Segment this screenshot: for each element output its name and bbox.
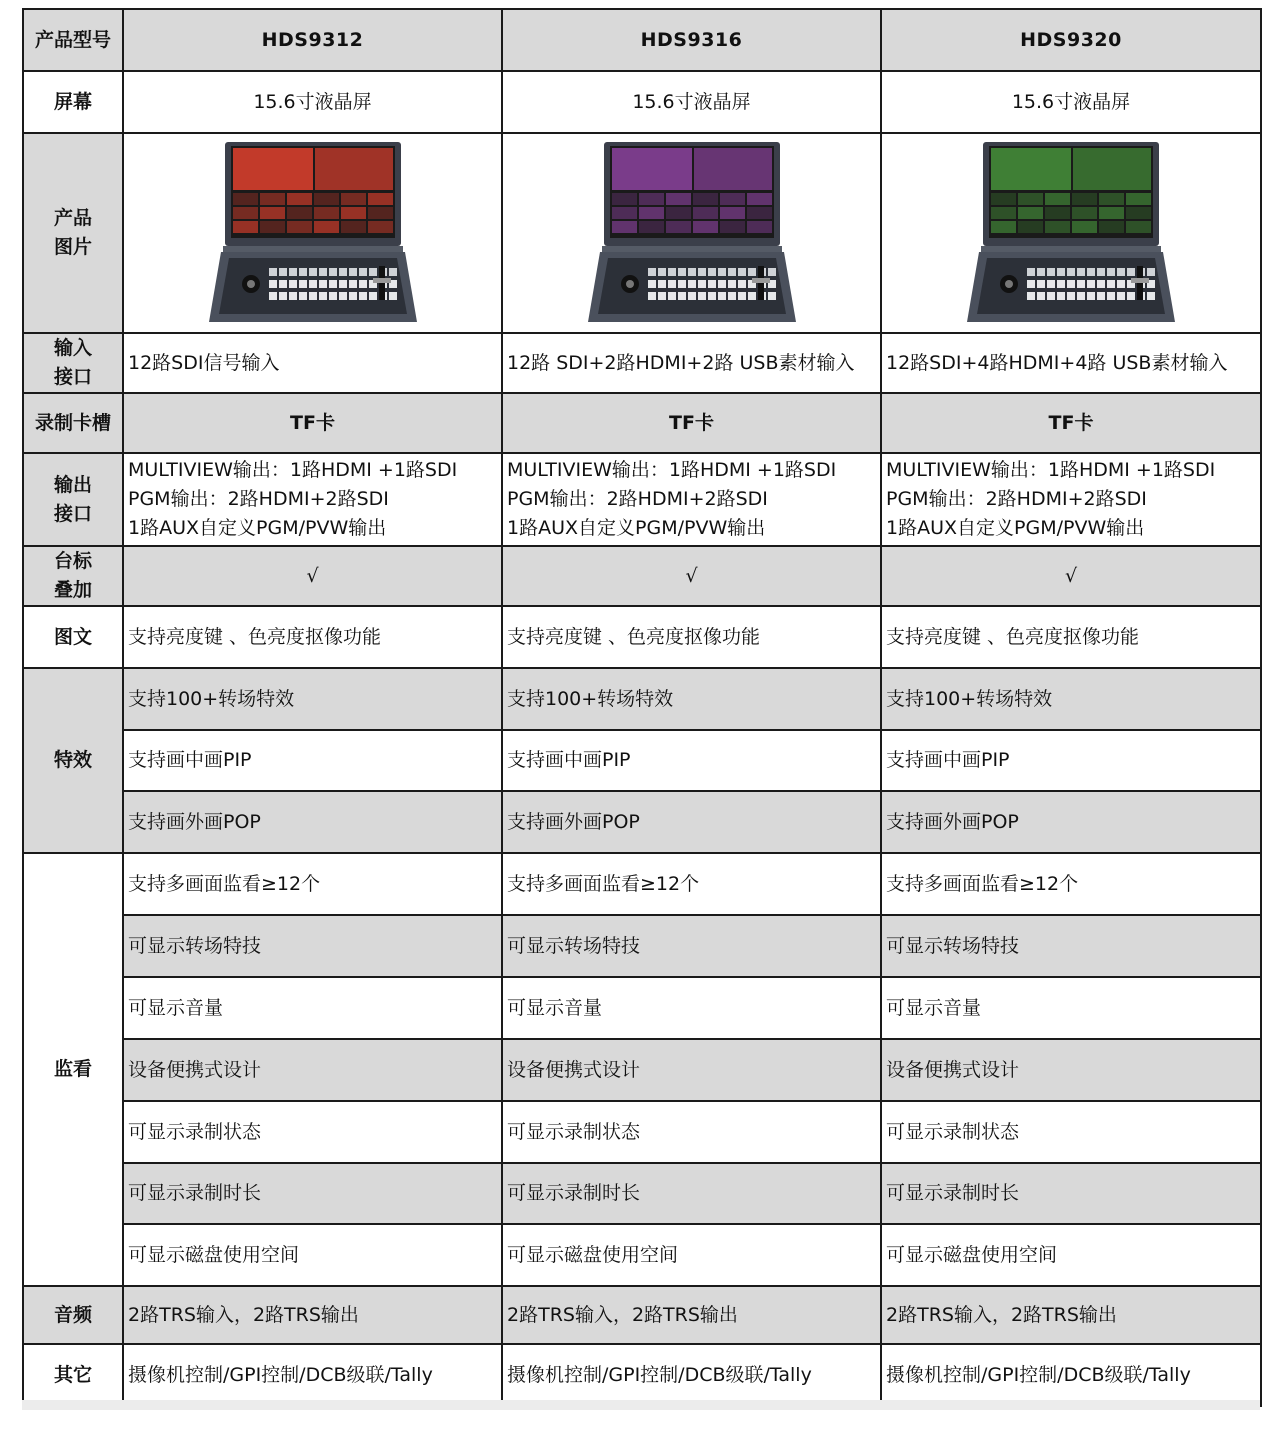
header-row (23, 9, 1261, 71)
monitor-value: 可显示音量 (123, 977, 502, 1039)
audio-value: 2路TRS输入，2路TRS输出 (123, 1286, 502, 1344)
effects-value: 支持100+转场特效 (881, 668, 1261, 730)
effects-row (23, 791, 1261, 853)
input-label-line: 接口 (53, 366, 92, 388)
screen-label: 屏幕 (23, 71, 123, 133)
record-label: 录制卡槽 (23, 393, 123, 453)
monitor-value: 可显示转场特技 (881, 915, 1261, 977)
monitor-value: 可显示音量 (881, 977, 1261, 1039)
effects-value: 支持画外画POP (881, 791, 1261, 853)
input-value: 12路SDI+4路HDMI+4路 USB素材输入 (881, 333, 1261, 393)
monitor-value: 可显示录制状态 (123, 1101, 502, 1163)
image-label-line: 图片 (53, 236, 92, 258)
output-line: MULTIVIEW输出：1路HDMI +1路SDI (507, 459, 837, 481)
output-value (881, 453, 1261, 546)
effects-row (23, 730, 1261, 791)
product-image-cell (123, 133, 502, 333)
header-label: 产品型号 (23, 9, 123, 71)
monitor-row (23, 977, 1261, 1039)
record-value: TF卡 (502, 393, 881, 453)
other-value: 摄像机控制/GPI控制/DCB级联/Tally (502, 1344, 881, 1406)
monitor-value: 可显示录制时长 (502, 1163, 881, 1224)
output-line: 1路AUX自定义PGM/PVW输出 (128, 517, 387, 539)
monitor-row (23, 915, 1261, 977)
logo-label (23, 546, 123, 606)
monitor-value: 支持多画面监看≥12个 (123, 853, 502, 915)
graphics-value: 支持亮度键 、色亮度抠像功能 (502, 606, 881, 668)
output-line: PGM输出：2路HDMI+2路SDI (128, 488, 389, 510)
check-mark: √ (123, 546, 502, 606)
output-line: 1路AUX自定义PGM/PVW输出 (507, 517, 766, 539)
other-label: 其它 (23, 1344, 123, 1406)
graphics-row (23, 606, 1261, 668)
output-row (23, 453, 1261, 546)
product-image (582, 138, 802, 328)
logo-row (23, 546, 1261, 606)
check-mark: √ (881, 546, 1261, 606)
record-row (23, 393, 1261, 453)
other-value: 摄像机控制/GPI控制/DCB级联/Tally (881, 1344, 1261, 1406)
monitor-row (23, 1163, 1261, 1224)
effects-value: 支持画中画PIP (123, 730, 502, 791)
logo-label-line: 叠加 (53, 579, 92, 601)
product-image (961, 138, 1181, 328)
monitor-value: 可显示转场特技 (123, 915, 502, 977)
screen-value: 15.6寸液晶屏 (502, 71, 881, 133)
audio-label: 音频 (23, 1286, 123, 1344)
monitor-value: 可显示音量 (502, 977, 881, 1039)
effects-value: 支持画中画PIP (881, 730, 1261, 791)
effects-value: 支持100+转场特效 (502, 668, 881, 730)
input-value: 12路 SDI+2路HDMI+2路 USB素材输入 (502, 333, 881, 393)
monitor-value: 设备便携式设计 (502, 1039, 881, 1101)
input-label-line: 输入 (53, 337, 92, 359)
effects-value: 支持画中画PIP (502, 730, 881, 791)
output-line: PGM输出：2路HDMI+2路SDI (886, 488, 1147, 510)
image-label-line: 产品 (53, 207, 92, 229)
output-label (23, 453, 123, 546)
check-mark: √ (502, 546, 881, 606)
output-label-line: 接口 (53, 502, 92, 525)
monitor-label: 监看 (23, 853, 123, 1286)
output-line: PGM输出：2路HDMI+2路SDI (507, 488, 768, 510)
monitor-value: 支持多画面监看≥12个 (502, 853, 881, 915)
other-value: 摄像机控制/GPI控制/DCB级联/Tally (123, 1344, 502, 1406)
monitor-row (23, 1039, 1261, 1101)
image-row (23, 133, 1261, 333)
output-line: MULTIVIEW输出：1路HDMI +1路SDI (886, 459, 1216, 481)
effects-value: 支持画外画POP (123, 791, 502, 853)
product-image (203, 138, 423, 328)
output-value (502, 453, 881, 546)
logo-label-line: 台标 (53, 550, 92, 572)
record-value: TF卡 (881, 393, 1261, 453)
product-image-cell (881, 133, 1261, 333)
output-line: 1路AUX自定义PGM/PVW输出 (886, 517, 1145, 539)
effects-label: 特效 (23, 668, 123, 853)
screen-value: 15.6寸液晶屏 (881, 71, 1261, 133)
monitor-value: 可显示录制状态 (881, 1101, 1261, 1163)
monitor-value: 设备便携式设计 (123, 1039, 502, 1101)
monitor-row (23, 1224, 1261, 1286)
audio-value: 2路TRS输入，2路TRS输出 (881, 1286, 1261, 1344)
record-value: TF卡 (123, 393, 502, 453)
output-line: MULTIVIEW输出：1路HDMI +1路SDI (128, 459, 458, 481)
monitor-value: 可显示磁盘使用空间 (502, 1224, 881, 1286)
screen-value: 15.6寸液晶屏 (123, 71, 502, 133)
monitor-value: 可显示磁盘使用空间 (881, 1224, 1261, 1286)
graphics-value: 支持亮度键 、色亮度抠像功能 (881, 606, 1261, 668)
screen-row (23, 71, 1261, 133)
graphics-label: 图文 (23, 606, 123, 668)
spec-table (22, 8, 1262, 1407)
monitor-value: 支持多画面监看≥12个 (881, 853, 1261, 915)
monitor-row (23, 853, 1261, 915)
other-row (23, 1344, 1261, 1406)
effects-row (23, 668, 1261, 730)
monitor-value: 可显示录制状态 (502, 1101, 881, 1163)
audio-row (23, 1286, 1261, 1344)
image-label (23, 133, 123, 333)
model-name-1: HDS9312 (123, 9, 502, 71)
input-row (23, 333, 1261, 393)
monitor-value: 可显示录制时长 (123, 1163, 502, 1224)
model-name-3: HDS9320 (881, 9, 1261, 71)
monitor-value: 可显示转场特技 (502, 915, 881, 977)
effects-value: 支持画外画POP (502, 791, 881, 853)
product-image-cell (502, 133, 881, 333)
output-value (123, 453, 502, 546)
monitor-value: 设备便携式设计 (881, 1039, 1261, 1101)
effects-value: 支持100+转场特效 (123, 668, 502, 730)
output-label-line: 输出 (53, 473, 92, 496)
bottom-band (22, 1400, 1260, 1410)
monitor-value: 可显示录制时长 (881, 1163, 1261, 1224)
input-value: 12路SDI信号输入 (123, 333, 502, 393)
graphics-value: 支持亮度键 、色亮度抠像功能 (123, 606, 502, 668)
audio-value: 2路TRS输入，2路TRS输出 (502, 1286, 881, 1344)
monitor-row (23, 1101, 1261, 1163)
model-name-2: HDS9316 (502, 9, 881, 71)
monitor-value: 可显示磁盘使用空间 (123, 1224, 502, 1286)
input-label (23, 333, 123, 393)
